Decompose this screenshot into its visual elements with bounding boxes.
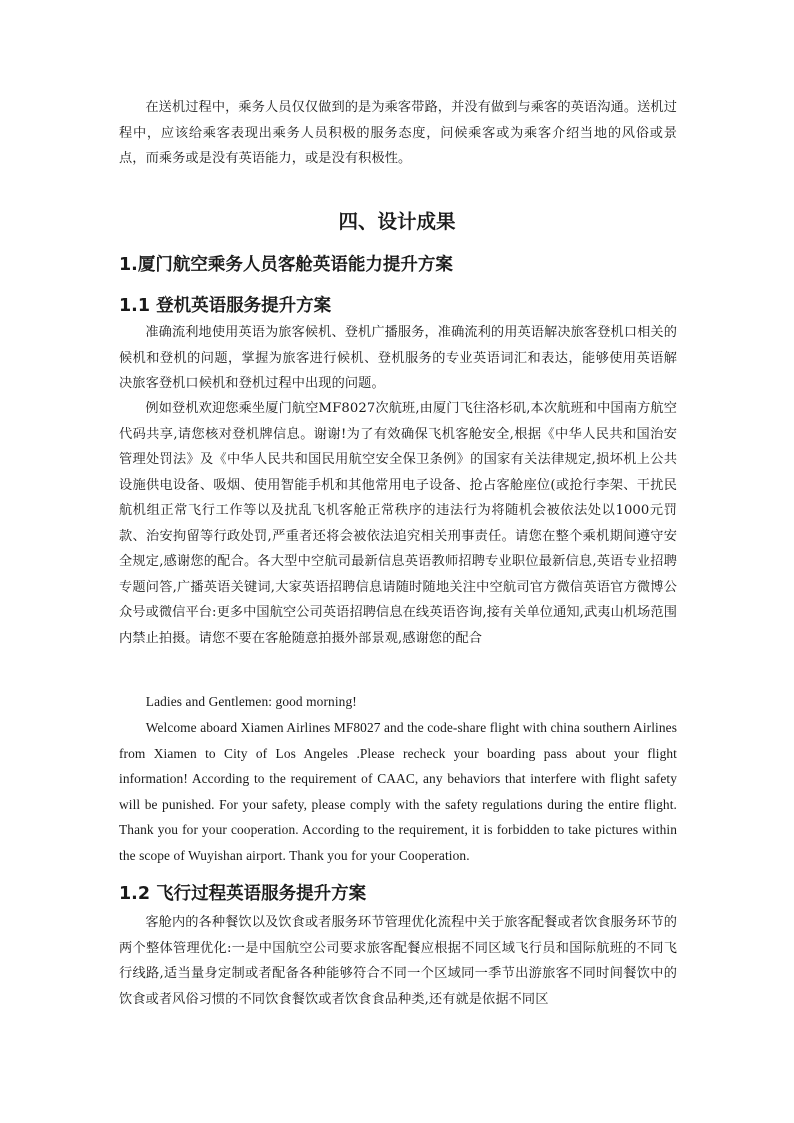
section-1-2-title: 1.2 飞行过程英语服务提升方案	[119, 884, 367, 904]
section-1-2-paragraph: 客舱内的各种餐饮以及饮食或者服务环节管理优化流程中关于旅客配餐或者饮食服务环节的两个整体管理优化:一是中国航空公司要求旅客配餐应根据不同区域飞行员和国际航班的不同飞行线路,适当量身定制或者配备各种能够符合不同一个区域同一季节出游旅客不同时间餐饮中的饮食或者风俗习惯的不同饮食餐饮或者饮食食品种类,还有就是依据不同区	[119, 915, 677, 1007]
section-1-title: 1.厦门航空乘务人员客舱英语能力提升方案	[119, 255, 453, 275]
section-1-1-paragraph-a: 准确流利地使用英语为旅客候机、登机广播服务，准确流利的用英语解决旅客登机口相关的候机和登机的问题，掌握为旅客进行候机、登机服务的专业英语词汇和表达，能够使用英语解决旅客登机口候机和登机过程中出现的问题。	[119, 325, 677, 391]
intro-paragraph: 在送机过程中，乘务人员仅仅做到的是为乘客带路，并没有做到与乘客的英语沟通。送机过程中，应该给乘客表现出乘务人员积极的服务态度，问候乘客或为乘客介绍当地的风俗或景点，而乘务或是没有英语能力，或是没有积极性。	[119, 100, 677, 166]
section-1-1-title: 1.1 登机英语服务提升方案	[119, 296, 332, 316]
chapter-title: 四、设计成果	[338, 210, 456, 233]
section-1-1-paragraph-b: 例如登机欢迎您乘坐厦门航空MF8027次航班,由厦门飞往洛杉矶,本次航班和中国南方航空代码共享,请您核对登机牌信息。谢谢!为了有效确保飞机客舱安全,根据《中华人民共和国治安管理处罚法》及《中华人民共和国民用航空安全保卫条例》的国家有关法律规定,损坏机上公共设施供电设备、吸烟、使用智能手机和其他常用电子设备、抢占客舱座位(或抢行李架、干扰民航机组正常飞行工作等以及扰乱飞机客舱正常秩序的违法行为将随机会被依法处以1000元罚款、治安拘留等行政处罚,严重者还将会被依法追究相关刑事责任。请您在整个乘机期间遵守安全规定,感谢您的配合。各大型中空航司最新信息英语教师招聘专业职位最新信息,英语专业招聘专题问答,广播英语关键词,大家英语招聘信息请随时随地关注中空航司官方微信英语官方微博公众号或微信平台:更多中国航空公司英语招聘信息在线英语咨询,接有关单位通知,武夷山机场范围内禁止拍摄。请您不要在客舱随意拍摄外部景观,感谢您的配合	[119, 401, 677, 646]
english-announcement: Welcome aboard Xiamen Airlines MF8027 and the code-share flight with china southern Airlines from Xiamen to City of Los Angeles .Please recheck your boarding pass about your flight information! According to the requirement of CAAC, any behaviors that interfere with flight safety will be punished. For your safety, please comply with the safety regulations during the entire flight. Thank you for your cooperation. According to the requirement, it is forbidden to take pictures within the scope of Wuyishan airport. Thank you for your Cooperation.	[119, 720, 677, 863]
english-greeting: Ladies and Gentlemen: good morning!	[145, 694, 357, 709]
